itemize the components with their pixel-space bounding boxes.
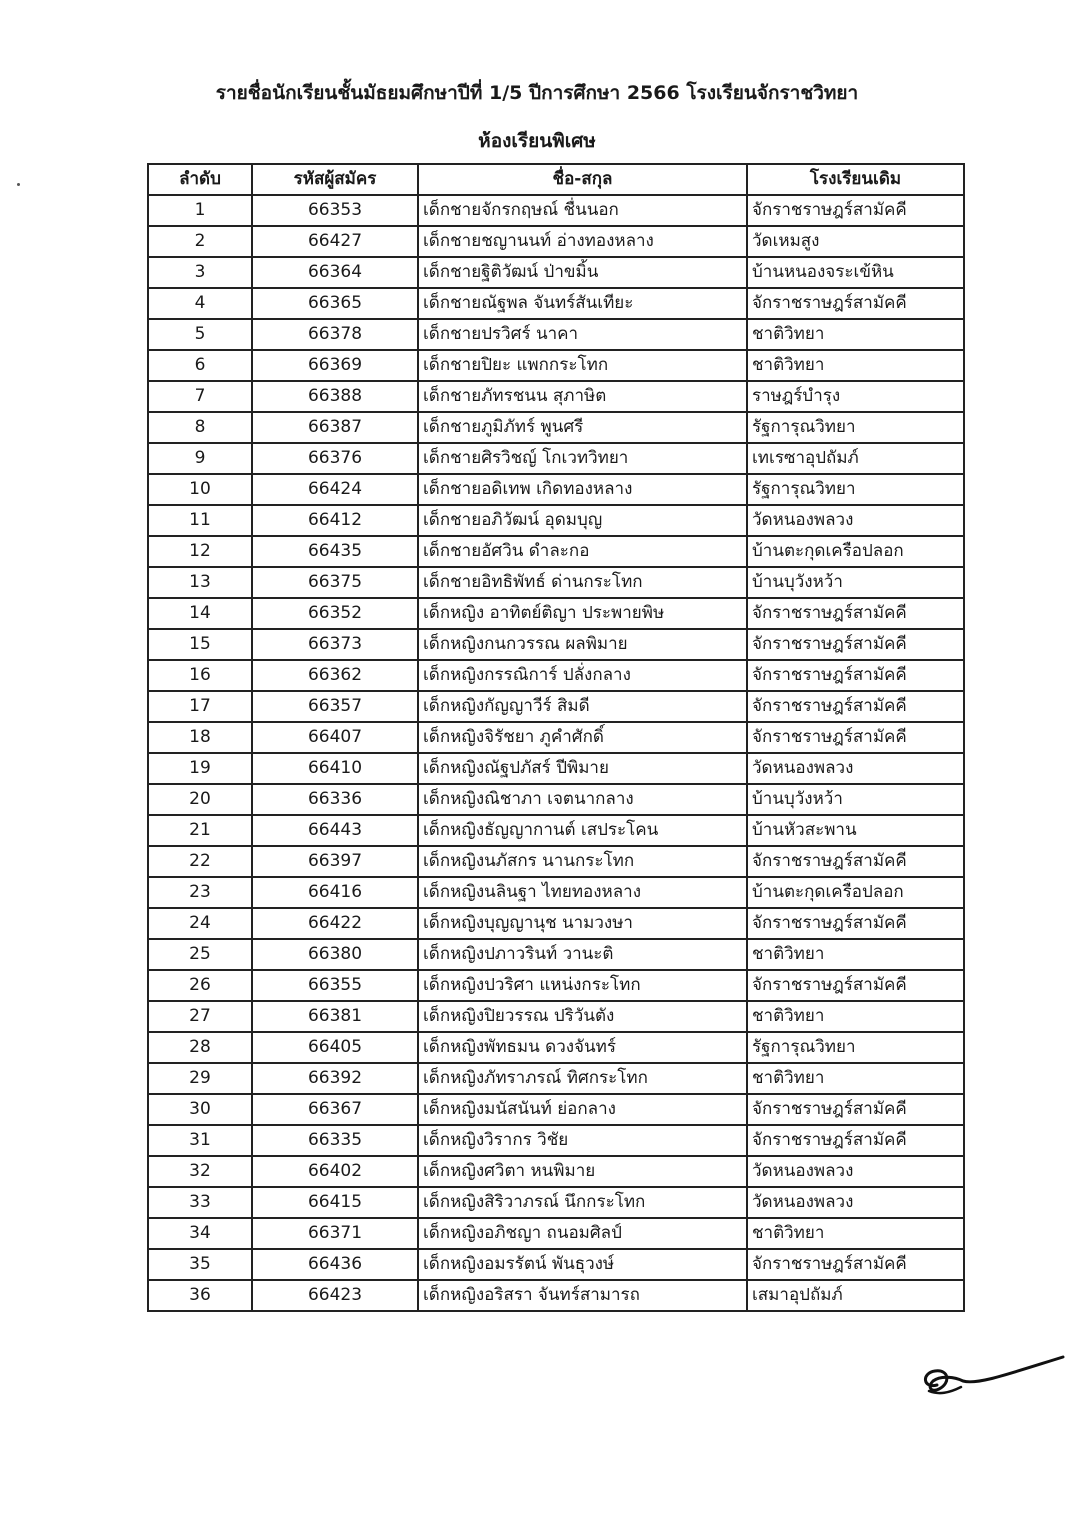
cell-full-name: เด็กหญิงวิรากร วิชัย: [418, 1125, 747, 1156]
student-roster-table: [147, 163, 965, 1312]
table-row: [148, 1280, 964, 1311]
cell-applicant-code: 66367: [252, 1094, 418, 1125]
table-row: [148, 412, 964, 443]
cell-full-name: เด็กหญิงกัญญาวีร์ สิมดี: [418, 691, 747, 722]
table-row: [148, 226, 964, 257]
cell-previous-school: วัดหนองพลวง: [747, 505, 964, 536]
table-row: [148, 1218, 964, 1249]
cell-applicant-code: 66423: [252, 1280, 418, 1311]
cell-order: 35: [148, 1249, 252, 1280]
cell-full-name: เด็กชายปรวิศร์ นาคา: [418, 319, 747, 350]
cell-previous-school: เทเรซาอุปถัมภ์: [747, 443, 964, 474]
cell-order: 4: [148, 288, 252, 319]
cell-order: 14: [148, 598, 252, 629]
cell-previous-school: บ้านบุวังหว้า: [747, 784, 964, 815]
cell-order: 9: [148, 443, 252, 474]
cell-applicant-code: 66355: [252, 970, 418, 1001]
cell-full-name: เด็กชายอดิเทพ เกิดทองหลาง: [418, 474, 747, 505]
cell-applicant-code: 66352: [252, 598, 418, 629]
cell-previous-school: รัฐการุณวิทยา: [747, 1032, 964, 1063]
table-row: [148, 660, 964, 691]
cell-previous-school: จักราชราษฎร์สามัคคี: [747, 846, 964, 877]
cell-full-name: เด็กหญิงบุญญานุช นามวงษา: [418, 908, 747, 939]
cell-applicant-code: 66407: [252, 722, 418, 753]
cell-previous-school: จักราชราษฎร์สามัคคี: [747, 691, 964, 722]
cell-order: 21: [148, 815, 252, 846]
cell-order: 36: [148, 1280, 252, 1311]
cell-order: 5: [148, 319, 252, 350]
cell-order: 32: [148, 1156, 252, 1187]
cell-full-name: เด็กหญิงพัทธมน ดวงจันทร์: [418, 1032, 747, 1063]
cell-applicant-code: 66387: [252, 412, 418, 443]
cell-order: 29: [148, 1063, 252, 1094]
cell-applicant-code: 66376: [252, 443, 418, 474]
table-row: [148, 381, 964, 412]
cell-applicant-code: 66415: [252, 1187, 418, 1218]
table-row: [148, 257, 964, 288]
cell-previous-school: ชาติวิทยา: [747, 939, 964, 970]
cell-previous-school: เสมาอุปถัมภ์: [747, 1280, 964, 1311]
cell-applicant-code: 66357: [252, 691, 418, 722]
header-order: ลำดับ: [148, 164, 252, 195]
page-subtitle: ห้องเรียนพิเศษ: [478, 130, 596, 152]
cell-previous-school: รัฐการุณวิทยา: [747, 412, 964, 443]
cell-previous-school: วัดหนองพลวง: [747, 1187, 964, 1218]
cell-order: 12: [148, 536, 252, 567]
table-row: [148, 319, 964, 350]
table-row: [148, 1094, 964, 1125]
cell-order: 30: [148, 1094, 252, 1125]
cell-applicant-code: 66436: [252, 1249, 418, 1280]
cell-order: 27: [148, 1001, 252, 1032]
cell-previous-school: จักราชราษฎร์สามัคคี: [747, 1094, 964, 1125]
cell-applicant-code: 66381: [252, 1001, 418, 1032]
cell-order: 20: [148, 784, 252, 815]
cell-applicant-code: 66369: [252, 350, 418, 381]
cell-full-name: เด็กหญิงกรรณิการ์ ปลั่งกลาง: [418, 660, 747, 691]
cell-previous-school: ชาติวิทยา: [747, 1218, 964, 1249]
cell-applicant-code: 66405: [252, 1032, 418, 1063]
cell-previous-school: วัดหนองพลวง: [747, 1156, 964, 1187]
table-row: [148, 1032, 964, 1063]
cell-previous-school: จักราชราษฎร์สามัคคี: [747, 598, 964, 629]
table-row: [148, 1156, 964, 1187]
cell-full-name: เด็กหญิงอมรรัตน์ พันธุวงษ์: [418, 1249, 747, 1280]
cell-applicant-code: 66375: [252, 567, 418, 598]
cell-previous-school: บ้านหัวสะพาน: [747, 815, 964, 846]
cell-order: 6: [148, 350, 252, 381]
page-title: รายชื่อนักเรียนชั้นมัธยมศึกษาปีที่ 1/5 ปีการศึกษา 2566 โรงเรียนจักราชวิทยา: [215, 82, 859, 104]
cell-order: 31: [148, 1125, 252, 1156]
cell-full-name: เด็กหญิงธัญญากานต์ เสประโคน: [418, 815, 747, 846]
table-row: [148, 1125, 964, 1156]
cell-applicant-code: 66397: [252, 846, 418, 877]
table-row: [148, 784, 964, 815]
cell-previous-school: ชาติวิทยา: [747, 1063, 964, 1094]
table-row: [148, 598, 964, 629]
cell-applicant-code: 66435: [252, 536, 418, 567]
table-row: [148, 288, 964, 319]
cell-applicant-code: 66422: [252, 908, 418, 939]
table-header-row: [148, 164, 964, 195]
cell-full-name: เด็กชายอัศวิน ดำละกอ: [418, 536, 747, 567]
cell-previous-school: ราษฎร์บำรุง: [747, 381, 964, 412]
cell-order: 10: [148, 474, 252, 505]
cell-previous-school: วัดเหมสูง: [747, 226, 964, 257]
cell-applicant-code: 66412: [252, 505, 418, 536]
cell-full-name: เด็กชายภัทรชนน สุภาษิต: [418, 381, 747, 412]
table-row: [148, 939, 964, 970]
header-full-name: ชื่อ-สกุล: [418, 164, 747, 195]
cell-previous-school: จักราชราษฎร์สามัคคี: [747, 629, 964, 660]
handwritten-signature: [915, 1355, 1065, 1405]
table-row: [148, 1063, 964, 1094]
cell-previous-school: บ้านหนองจระเข้หิน: [747, 257, 964, 288]
cell-full-name: เด็กหญิง อาทิตย์ติญา ประพายพิษ: [418, 598, 747, 629]
table-row: [148, 970, 964, 1001]
header-previous-school: โรงเรียนเดิม: [747, 164, 964, 195]
table-row: [148, 350, 964, 381]
cell-order: 7: [148, 381, 252, 412]
cell-full-name: เด็กหญิงกนกวรรณ ผลพิมาย: [418, 629, 747, 660]
cell-applicant-code: 66443: [252, 815, 418, 846]
cell-applicant-code: 66392: [252, 1063, 418, 1094]
cell-order: 15: [148, 629, 252, 660]
cell-applicant-code: 66410: [252, 753, 418, 784]
cell-applicant-code: 66373: [252, 629, 418, 660]
cell-order: 19: [148, 753, 252, 784]
table-row: [148, 536, 964, 567]
table-row: [148, 1001, 964, 1032]
cell-full-name: เด็กหญิงณัฐปภัสร์ ปีพิมาย: [418, 753, 747, 784]
cell-applicant-code: 66335: [252, 1125, 418, 1156]
cell-previous-school: จักราชราษฎร์สามัคคี: [747, 1249, 964, 1280]
cell-previous-school: ชาติวิทยา: [747, 319, 964, 350]
cell-applicant-code: 66378: [252, 319, 418, 350]
table-row: [148, 846, 964, 877]
cell-order: 24: [148, 908, 252, 939]
cell-full-name: เด็กชายจักรกฤษณ์ ชื่นนอก: [418, 195, 747, 226]
cell-previous-school: จักราชราษฎร์สามัคคี: [747, 722, 964, 753]
table-row: [148, 722, 964, 753]
table-row: [148, 1249, 964, 1280]
cell-order: 25: [148, 939, 252, 970]
cell-applicant-code: 66424: [252, 474, 418, 505]
cell-previous-school: จักราชราษฎร์สามัคคี: [747, 1125, 964, 1156]
cell-order: 13: [148, 567, 252, 598]
cell-previous-school: บ้านตะกุดเครือปลอก: [747, 536, 964, 567]
cell-full-name: เด็กหญิงนลินฐา ไทยทองหลาง: [418, 877, 747, 908]
cell-previous-school: วัดหนองพลวง: [747, 753, 964, 784]
cell-order: 8: [148, 412, 252, 443]
table-row: [148, 474, 964, 505]
cell-full-name: เด็กหญิงนภัสกร นานกระโทก: [418, 846, 747, 877]
cell-previous-school: จักราชราษฎร์สามัคคี: [747, 908, 964, 939]
cell-previous-school: รัฐการุณวิทยา: [747, 474, 964, 505]
table-row: [148, 908, 964, 939]
cell-applicant-code: 66380: [252, 939, 418, 970]
cell-full-name: เด็กหญิงจิรัชยา ภูคำศักดิ์: [418, 722, 747, 753]
table-row: [148, 815, 964, 846]
cell-full-name: เด็กหญิงปวริศา แหน่งกระโทก: [418, 970, 747, 1001]
cell-order: 22: [148, 846, 252, 877]
cell-full-name: เด็กหญิงปิยวรรณ ปริวันตัง: [418, 1001, 747, 1032]
table-body: [148, 195, 964, 1311]
table-row: [148, 443, 964, 474]
cell-full-name: เด็กชายปิยะ แพกกระโทก: [418, 350, 747, 381]
cell-applicant-code: 66353: [252, 195, 418, 226]
cell-applicant-code: 66336: [252, 784, 418, 815]
cell-full-name: เด็กหญิงศวิตา หนพิมาย: [418, 1156, 747, 1187]
cell-previous-school: บ้านบุวังหว้า: [747, 567, 964, 598]
cell-full-name: เด็กชายภูมิภัทร์ พูนศรี: [418, 412, 747, 443]
cell-full-name: เด็กชายอิทธิพัทธ์ ด่านกระโทก: [418, 567, 747, 598]
cell-full-name: เด็กชายศิรวิชญ์ โกเวทวิทยา: [418, 443, 747, 474]
cell-order: 28: [148, 1032, 252, 1063]
cell-full-name: เด็กหญิงอภิชญา ถนอมศิลป์: [418, 1218, 747, 1249]
cell-order: 11: [148, 505, 252, 536]
cell-full-name: เด็กหญิงปภาวรินท์ วานะติ: [418, 939, 747, 970]
cell-order: 34: [148, 1218, 252, 1249]
cell-applicant-code: 66371: [252, 1218, 418, 1249]
cell-applicant-code: 66365: [252, 288, 418, 319]
cell-full-name: เด็กชายฐิติวัฒน์ ป่าขมิ้น: [418, 257, 747, 288]
cell-full-name: เด็กหญิงณิชาภา เจตนากลาง: [418, 784, 747, 815]
cell-previous-school: จักราชราษฎร์สามัคคี: [747, 195, 964, 226]
cell-applicant-code: 66402: [252, 1156, 418, 1187]
cell-full-name: เด็กชายณัฐพล จันทร์สันเทียะ: [418, 288, 747, 319]
table-row: [148, 505, 964, 536]
cell-order: 3: [148, 257, 252, 288]
cell-previous-school: ชาติวิทยา: [747, 350, 964, 381]
cell-previous-school: บ้านตะกุดเครือปลอก: [747, 877, 964, 908]
table-row: [148, 691, 964, 722]
cell-order: 18: [148, 722, 252, 753]
table-row: [148, 629, 964, 660]
cell-applicant-code: 66362: [252, 660, 418, 691]
cell-order: 26: [148, 970, 252, 1001]
scan-speck: [17, 183, 20, 186]
cell-applicant-code: 66416: [252, 877, 418, 908]
table-row: [148, 1187, 964, 1218]
cell-full-name: เด็กหญิงสิริวาภรณ์ นึกกระโทก: [418, 1187, 747, 1218]
table-row: [148, 195, 964, 226]
cell-order: 17: [148, 691, 252, 722]
cell-order: 1: [148, 195, 252, 226]
cell-applicant-code: 66388: [252, 381, 418, 412]
cell-previous-school: จักราชราษฎร์สามัคคี: [747, 970, 964, 1001]
cell-applicant-code: 66427: [252, 226, 418, 257]
cell-previous-school: ชาติวิทยา: [747, 1001, 964, 1032]
cell-full-name: เด็กหญิงภัทราภรณ์ ทิศกระโทก: [418, 1063, 747, 1094]
cell-full-name: เด็กชายชญานนท์ อ่างทองหลาง: [418, 226, 747, 257]
cell-applicant-code: 66364: [252, 257, 418, 288]
cell-order: 33: [148, 1187, 252, 1218]
cell-order: 16: [148, 660, 252, 691]
cell-previous-school: จักราชราษฎร์สามัคคี: [747, 288, 964, 319]
table-row: [148, 567, 964, 598]
cell-full-name: เด็กหญิงมนัสนันท์ ย่อกลาง: [418, 1094, 747, 1125]
table-row: [148, 753, 964, 784]
cell-order: 23: [148, 877, 252, 908]
cell-full-name: เด็กหญิงอริสรา จันทร์สามารถ: [418, 1280, 747, 1311]
header-applicant-code: รหัสผู้สมัคร: [252, 164, 418, 195]
cell-previous-school: จักราชราษฎร์สามัคคี: [747, 660, 964, 691]
table-row: [148, 877, 964, 908]
cell-order: 2: [148, 226, 252, 257]
cell-full-name: เด็กชายอภิวัฒน์ อุดมบุญ: [418, 505, 747, 536]
